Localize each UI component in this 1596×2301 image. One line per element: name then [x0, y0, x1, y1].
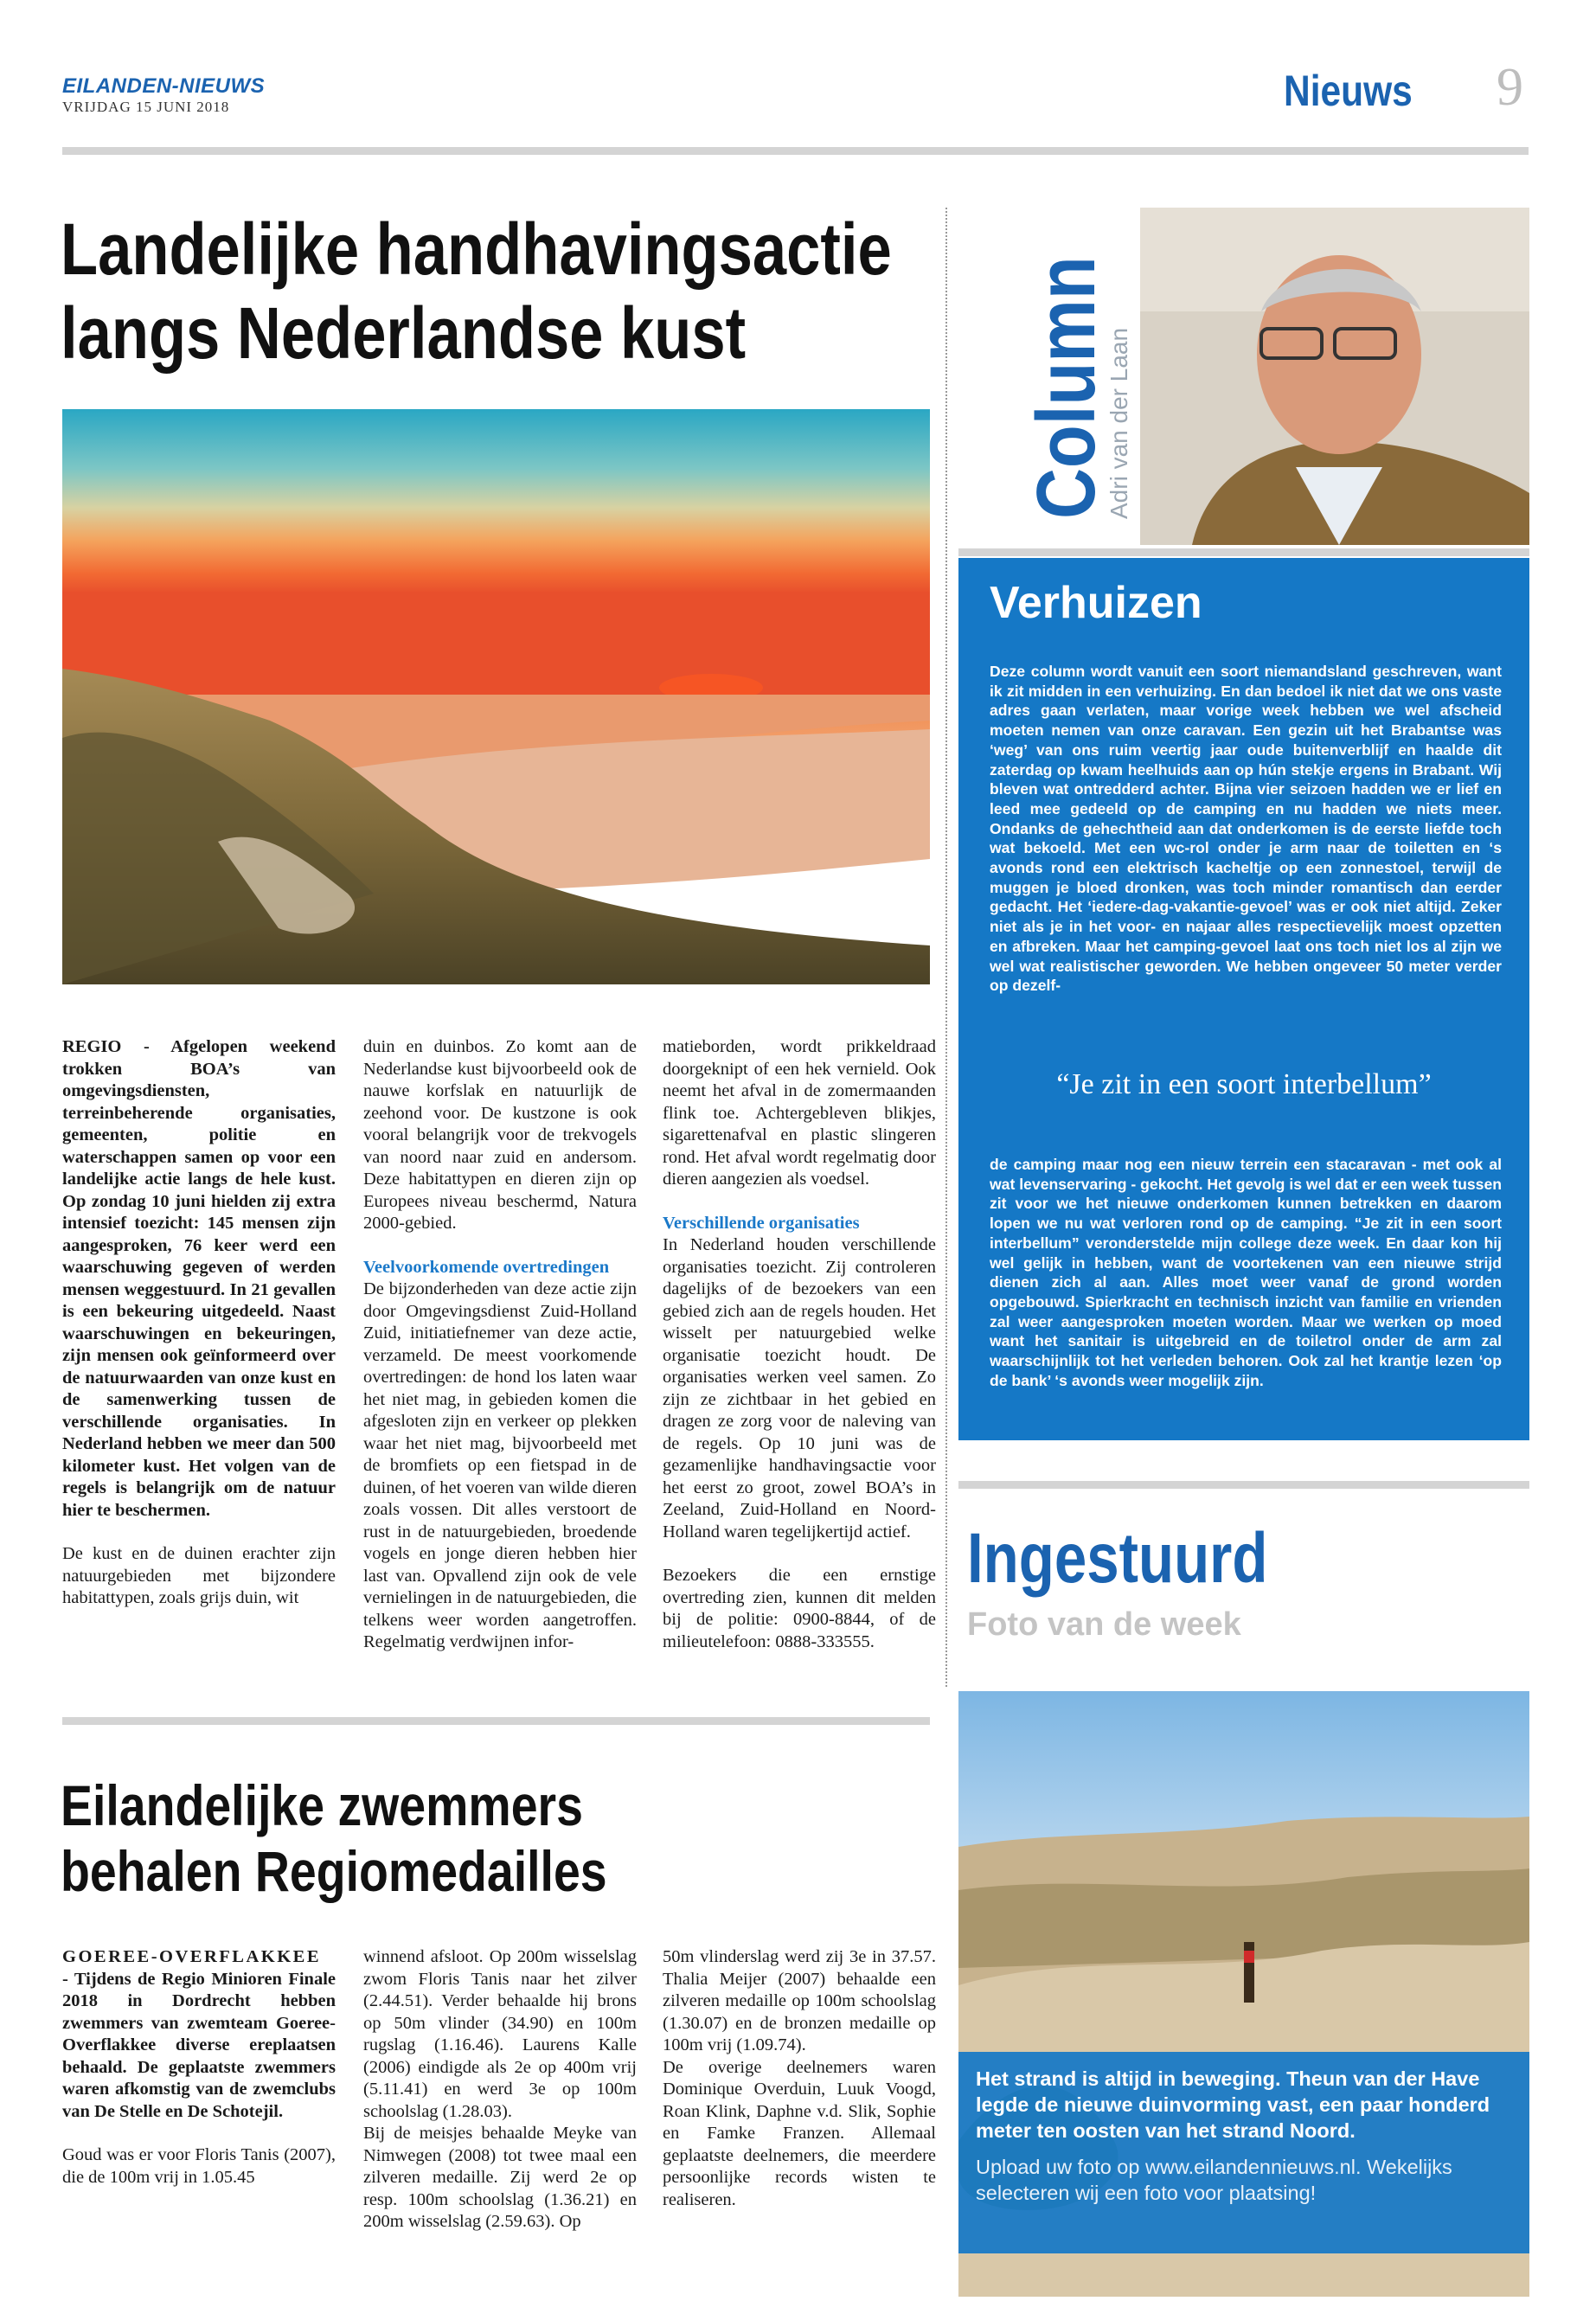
column-top-rule: [958, 548, 1529, 556]
column-text-part2: de camping maar nog een nieuw terrein een stacaravan - met ook al wat levenservaring - gekocht. Het gevolg is wel dat er een week tussen zit voor we het nieuwe onderkomen kunnen betrekken en daarom lopen we nu wat verloren rond op de camping. “Je zit in een soort interbellum” veronderstelde mijn college deze week. En daar kon hij wel gelijk in hebben, want de voortekenen van een nieuwe strijd dienen zich al aan. Alles moet weer vanaf de grond worden opgebouwd. Spierkracht en technisch inzicht van familie en vrienden zal weer aangesproken moeten worden. Maar we werken op moed want het sanitair is uitgebreid en de toiletrol onder de arm zal waarschijnlijk tot het verleden behoren. Ook zal het krantje lezen ‘op de bank’ ‘s avonds weer mogelijk zijn.: [990, 1156, 1502, 1389]
section-name: Nieuws: [1284, 67, 1413, 115]
upload-callout: Upload uw foto op www.eilandennieuws.nl. Wekelijks selecteren wij een foto voor plaatsing!: [976, 2156, 1452, 2204]
article1-column-2: [363, 1036, 637, 1654]
article1-column-1: [62, 1036, 336, 1610]
article2-col3-body2: De overige deelnemers waren Dominique Overduin, Luuk Voogd, Roan Klink, Daphne v.d. Slik, Sophie en Famke Franzen. Allemaal geplaatste deelnemers, die meerdere persoonlijke records wisten te realiseren.: [663, 2057, 936, 2209]
column-title: Verhuizen: [990, 578, 1202, 628]
article1-col3-body2: In Nederland houden verschillende organisaties toezicht. Zij controleren dagelijks of de bezoekers van een gebied zich aan de regels houden. Het wisselt per natuurgebied welke organisatie toezicht houdt. De organisaties werken veel samen. Zo zijn ze zichtbaar in het gebied en dragen ze zorg voor de naleving van de regels. Op 10 juni was de gezamenlijke handhavingsactie voor het eerst zo groot, zowel BOA’s in Zeeland, Zuid-Holland en Noord-Holland waren tegelijkertijd actief.: [663, 1235, 936, 1541]
article1-subhead-organisaties: Verschillende organisaties: [663, 1213, 860, 1233]
article1-col3-body1: matieborden, wordt prikkeldraad doorgeknipt of een hek vernield. Ook neemt het afval in de zomermaanden flink toe. Achtergebleven blikjes, sigarettenafval en plastic slingeren rond. Het afval wordt regelmatig door dieren aangezien als voedsel.: [663, 1037, 936, 1189]
ingestuurd-title: Ingestuurd: [967, 1519, 1268, 1598]
article2-headline: [61, 1773, 787, 1905]
article1-column-3: [663, 1036, 936, 1653]
article1-col2-body2: De bijzonderheden van deze actie zijn door Omgevingsdienst Zuid-Holland Zuid, initiatiefnemer van deze actie, verzameld. De meest voorkomende overtredingen: de hond los laten waar het niet mag, in gebieden komen die afgesloten zijn en verkeer op plekken waar het niet mag, bijvoorbeeld met de bromfiets op een fietspad in de duinen, of het voeren van wilde dieren zoals vossen. Dit alles verstoort de rust in de natuurgebieden, broedende vogels en jonge dieren hebben hier last van. Opvallend zijn ook de vele vernielingen in de natuurgebieden, die telkens weer worden aangetroffen. Regelmatig verdwijnen infor-: [363, 1279, 637, 1651]
article2-col3-body1: 50m vlinderslag werd zij 3e in 37.57. Thalia Meijer (2007) behaalde een zilveren medaille op 100m schoolslag (1.30.07) en de bronzen medaille op 100m vrij (1.09.74).: [663, 1947, 936, 2054]
masthead-date: VRIJDAG 15 JUNI 2018: [62, 99, 230, 115]
article2-intro: - Tijdens de Regio Minioren Finale 2018 in Dordrecht hebben zwemmers van zwemteam Goeree-Overflakkee diverse ereplaatsen behaald. De geplaatste zwemmers waren afkomstig van de zwemclubs van De Stelle en De Schotejil.: [62, 1969, 336, 2121]
article2-headline-line1: Eilandelijke zwemmers: [61, 1773, 583, 1837]
column-label: Column: [1020, 256, 1112, 519]
article2-col2-body2: Bij de meisjes behaalde Meyke van Nimwegen (2008) tot twee maal een zilveren medaille. Zij werd 2e op resp. 100m schoolslag (1.36.21) en 200m wisselslag (2.59.63). Op: [363, 2124, 637, 2231]
author-portrait-image: [1140, 208, 1529, 545]
column-text-part1: Deze column wordt vanuit een soort niemandsland geschreven, want ik zit midden in een verhuizing. En dan bedoel ik niet dat we ons vaste adres gaan verlaten, maar vorige week hebben we wel afscheid moeten nemen van onze caravan. Een gezin uit het Brabantse was ‘weg’ van ons ruim veertig jaar oude buitenverblijf en haalde dit zaterdag op kwam heelhuids aan op hún stekje ergens in Brabant. Wij bleven wat ontredderd achter. Bijna vier seizoen hadden we er lief en leed mee gedeeld op de camping en nu hadden we niets meer. Ondanks de gehechtheid aan dat onderkomen is de eerste liefde toch wat bekoeld. Met een wc-rol onder je arm naar de toiletten en ‘s avonds rond een elektrisch kacheltje op een zonnestoel, terwijl de muggen je bloed dronken, was toch minder romantisch dan eerder gedacht. Het ‘iedere-dag-vakantie-gevoel’ was er ook niet altijd. Zeker niet als je in het voor- en najaar alles respectievelijk moest opzetten en afbreken. Maar het camping-gevoel laat ons toch niet los al zijn we wel wat realistischer geworden. We hebben ongeveer 50 meter verder op dezelf-: [990, 663, 1502, 995]
article1-headline: [61, 208, 976, 375]
top-rule: [62, 147, 1529, 155]
column-pull-quote: “Je zit in een soort interbellum”: [1056, 1068, 1432, 1100]
article1-headline-line2: langs Nederlandse kust: [61, 292, 747, 374]
article2-column-1: [62, 1946, 336, 2189]
photo-caption: Het strand is altijd in beweging. Theun van der Have legde de nieuwe duinvorming vast, een paar honderd meter ten oosten van het strand Noord.: [976, 2067, 1490, 2142]
column-divider: [945, 208, 947, 1687]
column-author: Adri van der Laan: [1106, 327, 1132, 519]
article2-headline-line2: behalen Regiomedailles: [61, 1838, 607, 1903]
mid-rule: [62, 1717, 930, 1725]
article1-subhead-overtredingen: Veelvoorkomende overtredingen: [363, 1257, 610, 1277]
ingestuurd-rule: [958, 1481, 1529, 1489]
sunset-dunes-photo: [62, 409, 930, 984]
article2-col1-body: Goud was er voor Floris Tanis (2007), die de 100m vrij in 1.05.45: [62, 2145, 336, 2187]
sunset-dunes-image: [62, 409, 930, 984]
article1-headline-line1: Landelijke handhavingsactie: [61, 208, 892, 290]
column-box: [958, 558, 1529, 1440]
article2-column-2: [363, 1946, 637, 2234]
article1-col3-body3: Bezoekers die een ernstige overtreding zien, kunnen dit melden bij de politie: 0900-8844, of de milieutelefoon: 0888-333555.: [663, 1566, 936, 1651]
photo-caption-box: [958, 2052, 1529, 2253]
article1-intro: REGIO - Afgelopen weekend trokken BOA’s van omgevingsdiensten, terreinbeherende organisaties, gemeenten, politie en waterschappen samen op voor een landelijke actie langs de hele kust. Op zondag 10 juni hielden zij extra intensief toezicht: 145 mensen zijn aangesproken, 76 keer werd een waarschuwing gegeven of werden mensen weggestuurd. In 21 gevallen is een bekeuring uitgedeeld. Naast waarschuwingen en bekeuringen, zijn mensen ook geïnformeerd over de natuurwaarden van onze kust en de samenwerking tussen de verschillende organisaties. In Nederland hebben we meer dan 500 kilometer kust. Het volgen van de regels is belangrijk om de natuur hier te beschermen.: [62, 1037, 336, 1520]
author-portrait: [1140, 208, 1529, 545]
page-number: 9: [1497, 58, 1523, 117]
article2-column-3: [663, 1946, 936, 2211]
article1-col1-body: De kust en de duinen erachter zijn natuurgebieden met bijzondere habitattypen, zoals grijs duin, wit: [62, 1544, 336, 1607]
article2-col2-body1: winnend afsloot. Op 200m wisselslag zwom Floris Tanis naar het zilver (2.44.51). Verder behaalde hij brons op 50m vlinder (34.90) en 100m rugslag (1.16.46). Laurens Kalle (2006) eindigde als 2e op 400m vrij (5.11.41) en werd 3e op 100m schoolslag (1.28.03).: [363, 1947, 637, 2121]
article2-dateline: GOEREE-OVERFLAKKEE: [62, 1947, 322, 1966]
masthead-logo: EILANDEN-NIEUWS: [62, 74, 266, 98]
photo-of-week-subtitle: Foto van de week: [967, 1606, 1241, 1643]
article1-col2-body1: duin en duinbos. Zo komt aan de Nederlandse kust bijvoorbeeld ook de nauwe korfslak en natuurlijk de zeehond voor. De kustzone is ook vooral belangrijk voor de trekvogels van noord naar zuid en andersom. Deze habitattypen en dieren zijn op Europees niveau beschermd, Natura 2000-gebied.: [363, 1037, 637, 1233]
